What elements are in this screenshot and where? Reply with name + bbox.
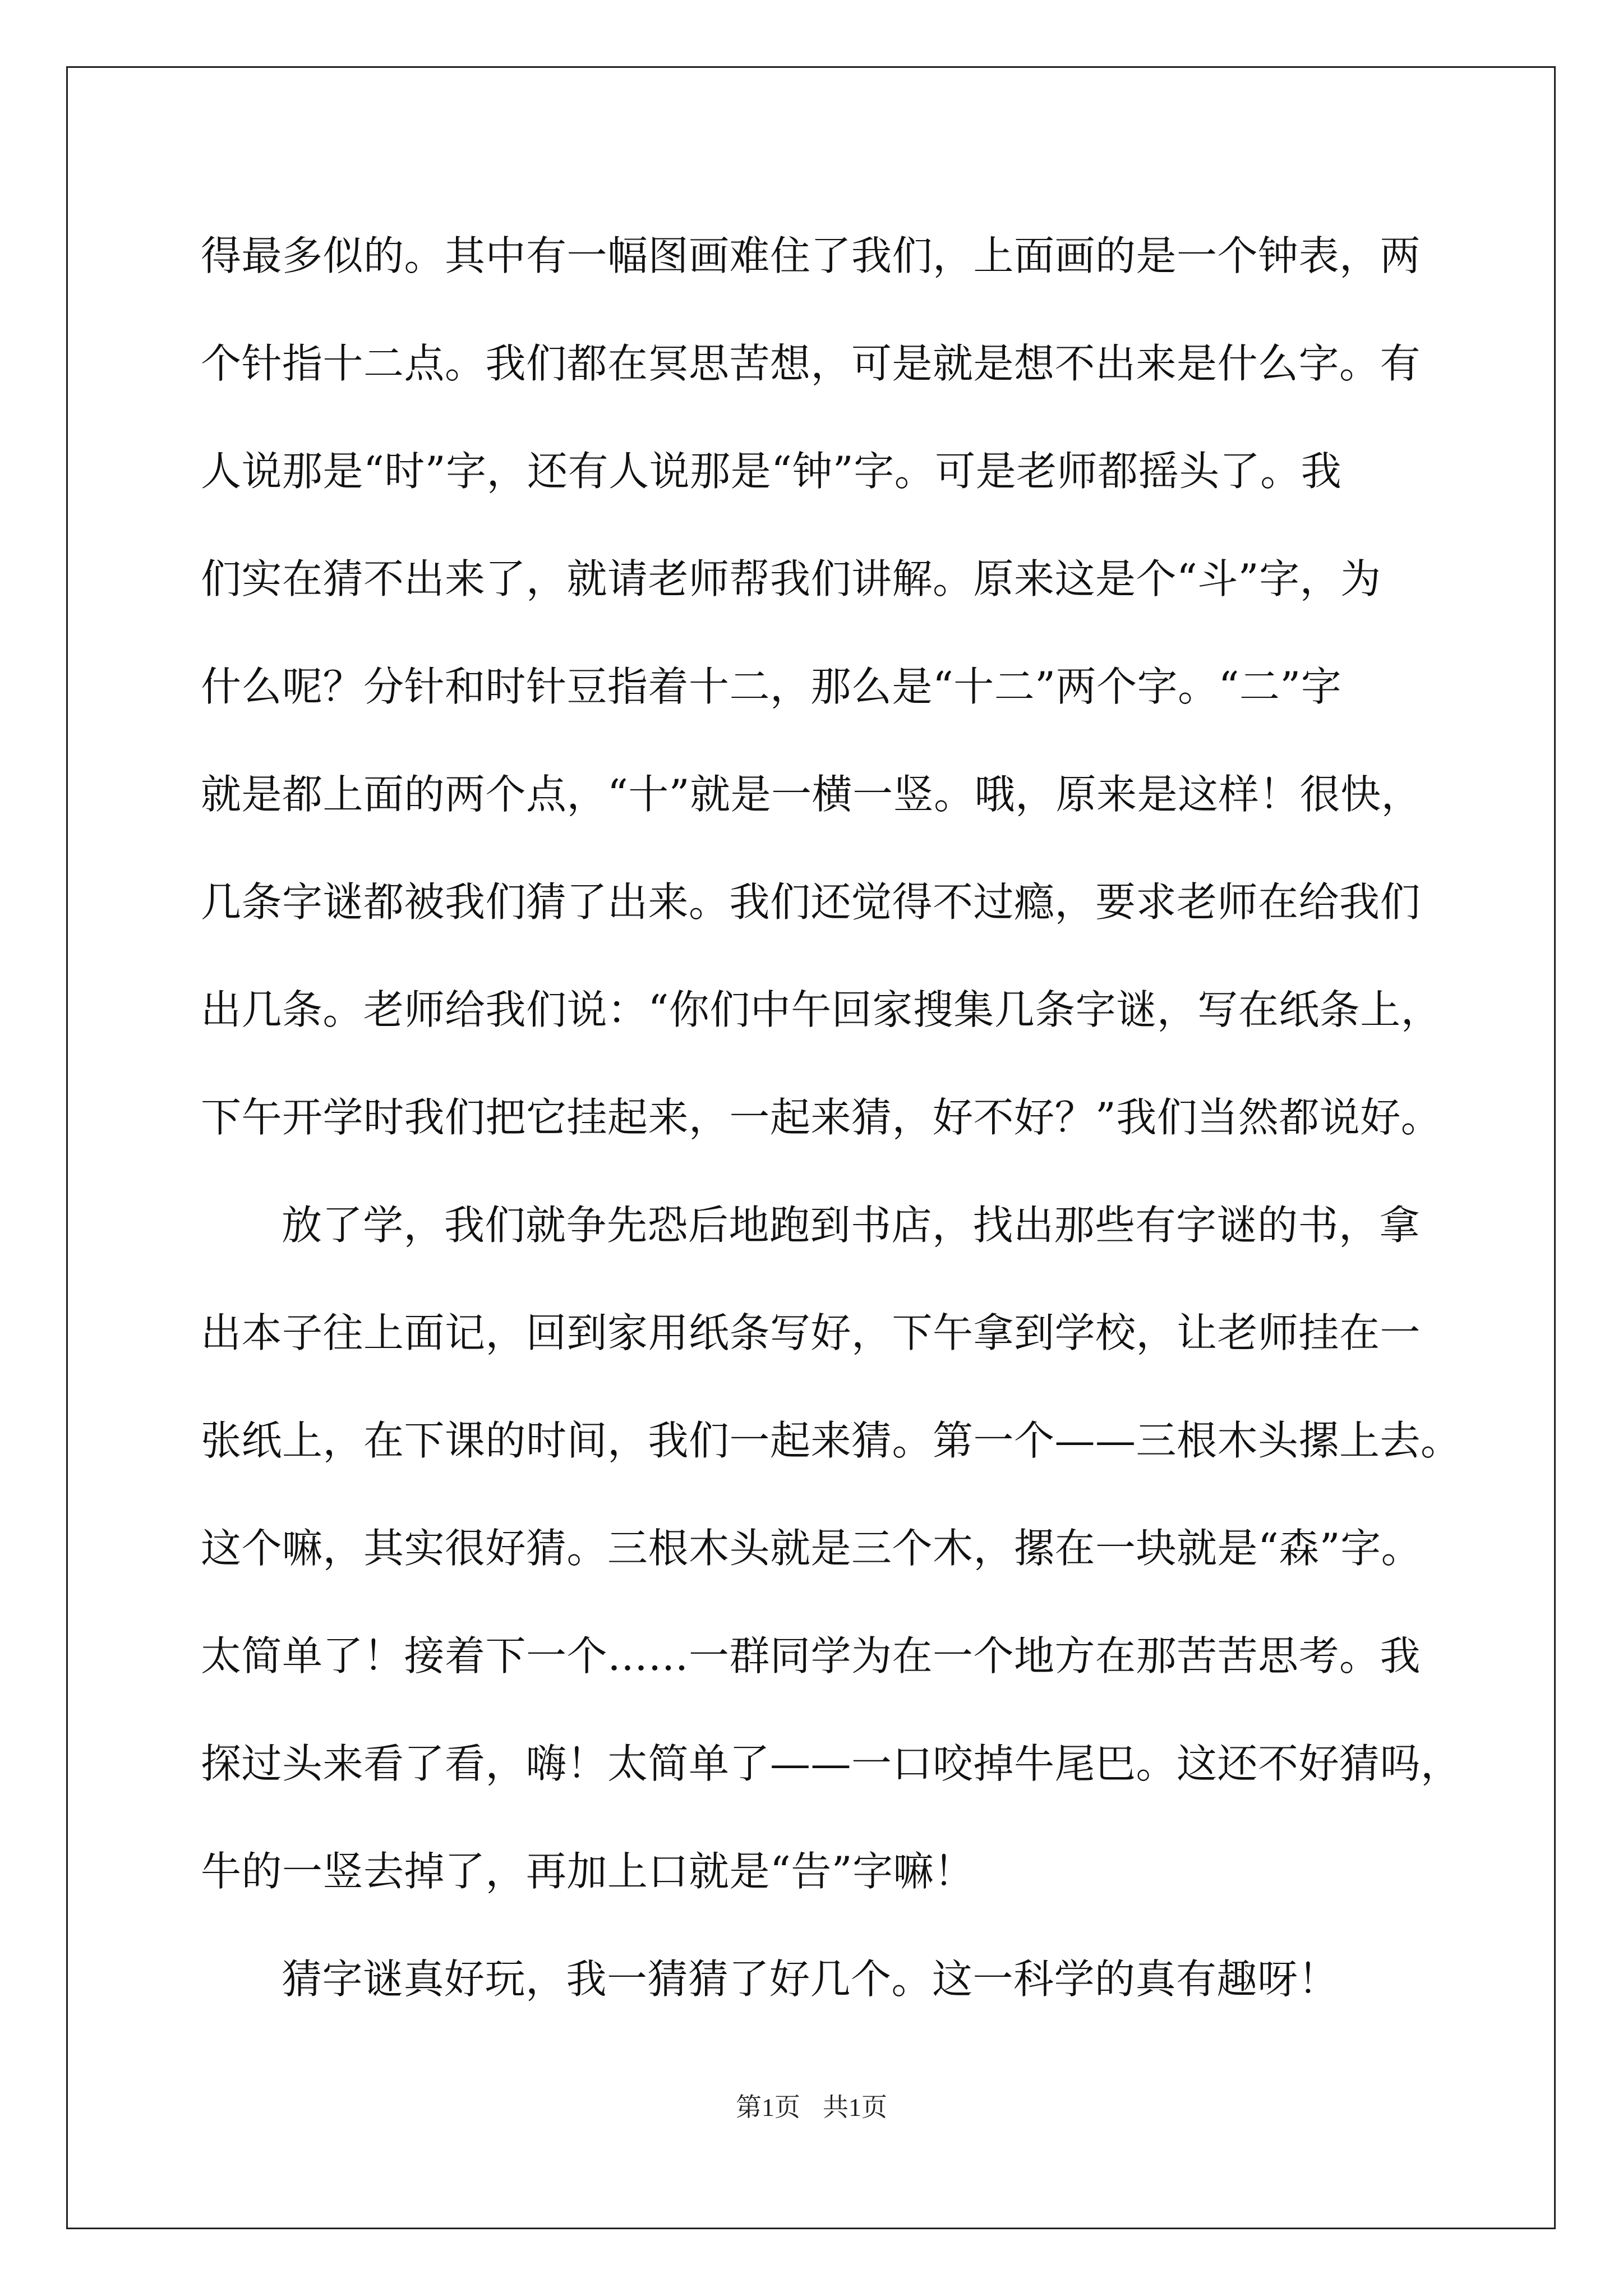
text-line: 下午开学时我们把它挂起来，一起来猜，好不好？”我们当然都说好。	[201, 1094, 1442, 1141]
text-line: 出本子往上面记，回到家用纸条写好，下午拿到学校，让老师挂在一	[201, 1309, 1421, 1356]
text-line: 张纸上，在下课的时间，我们一起来猜。第一个——三根木头摞上去。	[201, 1417, 1461, 1464]
page-number-current: 第1页	[736, 2093, 800, 2122]
text-line: 出几条。老师给我们说：“你们中午回家搜集几条字谜，写在纸条上，	[201, 986, 1442, 1033]
text-line: 们实在猜不出来了，就请老师帮我们讲解。原来这是个“斗”字，为	[201, 555, 1381, 602]
text-line: 人说那是“时”字，还有人说那是“钟”字。可是老师都摇头了。我	[201, 448, 1342, 495]
page-number-total: 共1页	[823, 2093, 887, 2122]
text-line: 个针指十二点。我们都在冥思苦想，可是就是想不出来是什么字。有	[201, 340, 1421, 387]
text-line: 太简单了！接着下一个……一群同学为在一个地方在那苦苦思考。我	[201, 1632, 1421, 1680]
text-line: 探过头来看了看，嗨！太简单了——一口咬掉牛尾巴。这还不好猜吗，	[201, 1740, 1461, 1787]
document-body	[201, 202, 1461, 2033]
text-line: 就是都上面的两个点，“十”就是一横一竖。哦，原来是这样！很快，	[201, 771, 1422, 818]
text-line: 得最多似的。其中有一幅图画难住了我们，上面画的是一个钟表，两	[201, 232, 1421, 279]
text-line: 几条字谜都被我们猜了出来。我们还觉得不过瘾，要求老师在给我们	[201, 878, 1421, 926]
paragraph-start-line: 放了学，我们就争先恐后地跑到书店，找出那些有字谜的书，拿	[282, 1202, 1421, 1249]
text-line: 什么呢？分针和时针豆指着十二，那么是“十二”两个字。“二”字	[201, 663, 1342, 710]
paragraph-start-line: 猜字谜真好玩，我一猜猜了好几个。这一科学的真有趣呀！	[282, 1955, 1339, 2003]
text-line: 牛的一竖去掉了，再加上口就是“告”字嘛！	[201, 1848, 975, 1895]
text-line: 这个嘛，其实很好猜。三根木头就是三个木，摞在一块就是“森”字。	[201, 1525, 1422, 1572]
page-footer	[0, 2087, 1623, 2124]
